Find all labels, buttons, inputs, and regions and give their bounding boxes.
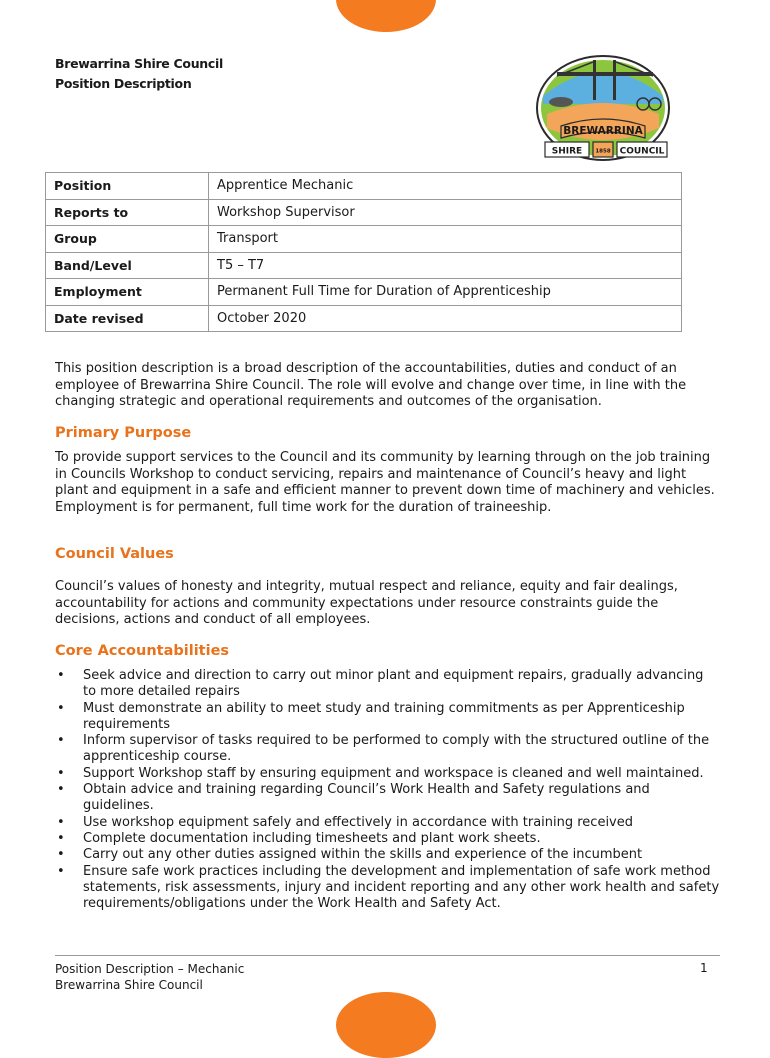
table-row: [46, 252, 682, 279]
council-logo: [533, 52, 673, 164]
bottom-tab-decoration: [336, 992, 436, 1058]
list-item: • Carry out any other duties assigned within the skills and experience of the incumbent: [55, 847, 720, 863]
footer-divider: [55, 955, 720, 956]
page-number: 1: [700, 961, 708, 975]
organisation-name: Brewarrina Shire Council: [55, 56, 223, 71]
council-values-heading: Council Values: [55, 546, 174, 562]
document-type: Position Description: [55, 76, 192, 91]
detail-value: T5 – T7: [209, 252, 682, 279]
primary-purpose-text: To provide support services to the Council and its community by learning through on the job training in Councils Workshop to conduct servicing, repairs and maintenance of Council’s heavy and light plant and equipment in a safe and efficient manner to prevent down time of machinery and vehicles. Employment is for permanent, full time work for the duration of traineeship.: [55, 450, 715, 515]
logo-year: 1858: [595, 148, 611, 155]
list-item: • Complete documentation including timesheets and plant work sheets.: [55, 831, 720, 847]
table-row: [46, 226, 682, 253]
footer: [55, 961, 244, 993]
table-row: [46, 199, 682, 226]
top-tab-decoration: [336, 0, 436, 32]
detail-value: Apprentice Mechanic: [209, 173, 682, 200]
detail-label: Group: [46, 226, 209, 253]
core-accountabilities-heading: Core Accountabilities: [55, 643, 230, 659]
list-item: • Support Workshop staff by ensuring equipment and workspace is cleaned and well maintained.: [55, 766, 720, 782]
table-row: [46, 305, 682, 332]
detail-value: October 2020: [209, 305, 682, 332]
logo-left-text: SHIRE: [551, 146, 583, 157]
primary-purpose-heading: Primary Purpose: [55, 425, 192, 441]
table-row: [46, 279, 682, 306]
detail-label: Employment: [46, 279, 209, 306]
detail-value: Transport: [209, 226, 682, 253]
list-item: • Seek advice and direction to carry out minor plant and equipment repairs, gradually advancing to more detailed repairs: [55, 668, 720, 701]
list-item: • Ensure safe work practices including the development and implementation of safe work method statements, risk assessments, injury and incident reporting and any other work health and safety requirements/obligations under the Work Health and Safety Act.: [55, 864, 720, 913]
position-details-table: [45, 172, 682, 332]
core-accountabilities-list: [55, 668, 720, 912]
intro-paragraph: This position description is a broad description of the accountabilities, duties and conduct of an employee of Brewarrina Shire Council. The role will evolve and change over time, in line with the changing strategic and operational requirements and outcomes of the organisation.: [55, 361, 687, 409]
list-item: • Inform supervisor of tasks required to be performed to comply with the structured outline of the apprenticeship course.: [55, 733, 720, 766]
footer-organisation: Brewarrina Shire Council: [55, 978, 203, 992]
footer-title: Position Description – Mechanic: [55, 962, 245, 976]
council-values-text: Council’s values of honesty and integrity, mutual respect and reliance, equity and fair dealings, accountability for actions and community expectations under resource constraints guide the decisions, actions and conduct of all employees.: [55, 579, 678, 627]
detail-value: Workshop Supervisor: [209, 199, 682, 226]
detail-label: Band/Level: [46, 252, 209, 279]
list-item: • Must demonstrate an ability to meet study and training commitments as per Apprenticeship requirements: [55, 701, 720, 734]
logo-top-text: BREWARRINA: [563, 125, 643, 137]
detail-value: Permanent Full Time for Duration of Apprenticeship: [209, 279, 682, 306]
list-item: • Obtain advice and training regarding Council’s Work Health and Safety regulations and guidelines.: [55, 782, 720, 815]
table-row: [46, 173, 682, 200]
detail-label: Date revised: [46, 305, 209, 332]
detail-label: Reports to: [46, 199, 209, 226]
detail-label: Position: [46, 173, 209, 200]
list-item: • Use workshop equipment safely and effectively in accordance with training received: [55, 815, 720, 831]
document-header: [55, 54, 223, 94]
logo-right-text: COUNCIL: [619, 146, 665, 157]
